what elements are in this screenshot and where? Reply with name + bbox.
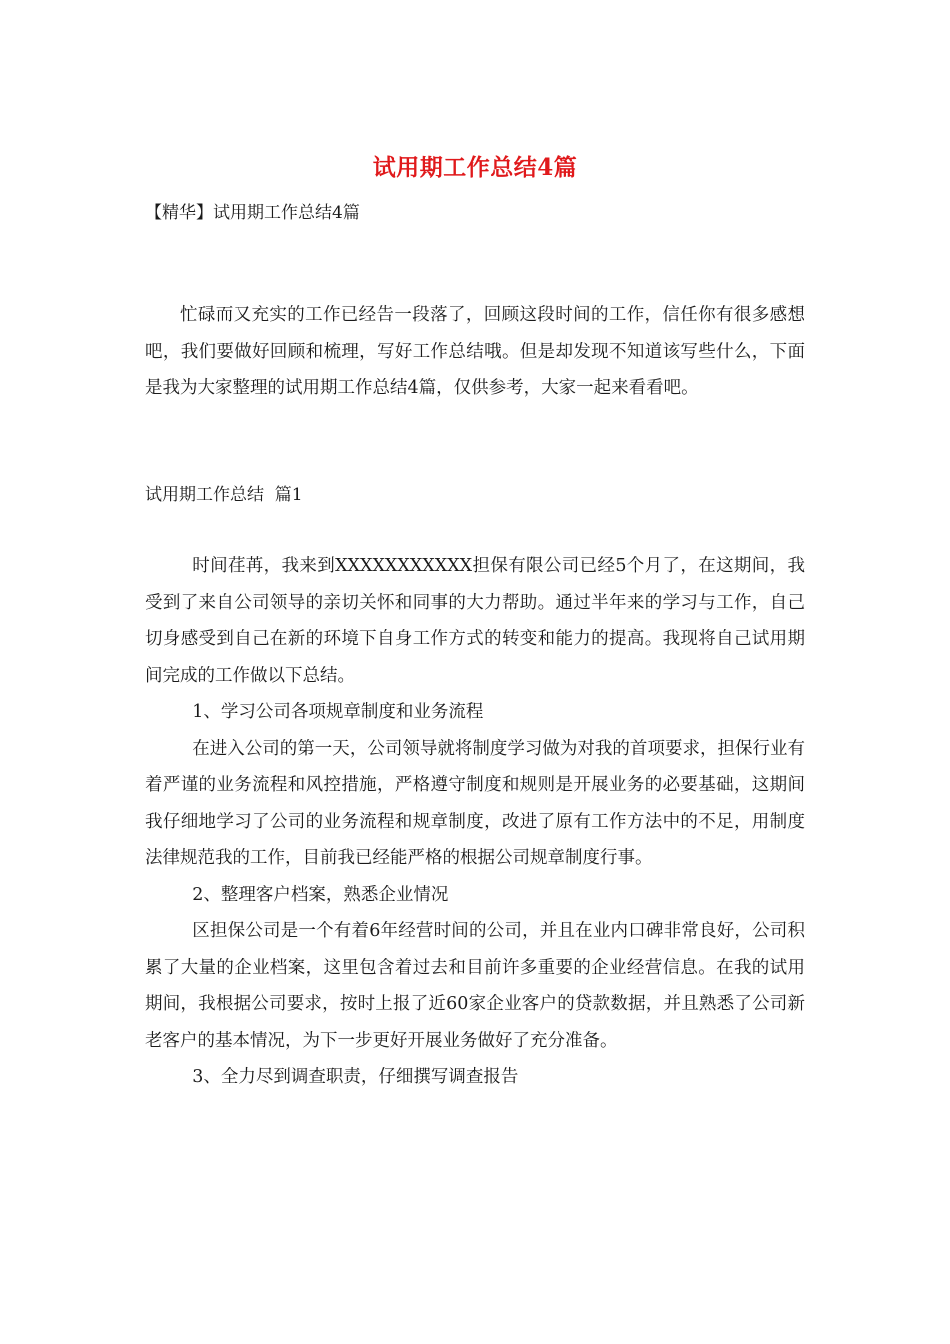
list-item-heading: 2、整理客户档案，熟悉企业情况 [192, 884, 449, 905]
body-paragraph: 区担保公司是一个有着6年经营时间的公司，并且在业内口碑非常良好，公司积累了大量的企业档案，这里包含着过去和目前许多重要的企业经营信息。在我的试用期间，我根据公司要求，按时上报了近60家企业客户的贷款数据，并且熟悉了公司新老客户的基本情况，为下一步更好开展业务做好了充分准备。 [145, 921, 805, 1051]
list-item-heading: 3、全力尽到调查职责，仔细撰写调查报告 [192, 1067, 519, 1087]
document-subtitle: 【精华】试用期工作总结4篇 [145, 203, 360, 223]
intro-paragraph: 忙碌而又充实的工作已经告一段落了，回顾这段时间的工作，信任你有很多感想吧，我们要做好回顾和梳理，写好工作总结哦。但是却发现不知道该写些什么，下面是我为大家整理的试用期工作总结4篇，仅供参考，大家一起来看看吧。 [145, 305, 805, 398]
section-heading: 试用期工作总结 篇1 [145, 485, 303, 505]
section-body [145, 548, 805, 1096]
document-title: 试用期工作总结4篇 [372, 154, 578, 181]
body-paragraph: 在进入公司的第一天，公司领导就将制度学习做为对我的首项要求，担保行业有着严谨的业务流程和风控措施，严格遵守制度和规则是开展业务的必要基础，这期间我仔细地学习了公司的业务流程和规章制度，改进了原有工作方法中的不足，用制度法律规范我的工作，目前我已经能严格的根据公司规章制度行事。 [145, 738, 805, 868]
list-item-heading: 1、学习公司各项规章制度和业务流程 [192, 702, 484, 722]
body-paragraph: 时间荏苒，我来到XXXXXXXXXXX担保有限公司已经5个月了，在这期间，我受到了来自公司领导的亲切关怀和同事的大力帮助。通过半年来的学习与工作，自己切身感受到自己在新的环境下自身工作方式的转变和能力的提高。我现将自己试用期间完成的工作做以下总结。 [145, 556, 805, 686]
